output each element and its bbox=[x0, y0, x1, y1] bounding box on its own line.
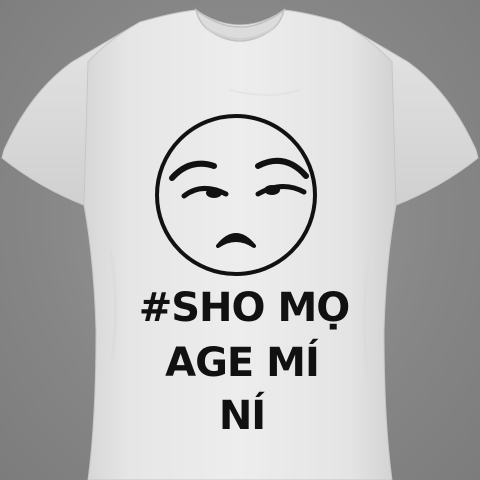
shirt-text-line-1: #SHO MỌ bbox=[138, 285, 350, 331]
shirt-text-line-2: AGE MÍ bbox=[165, 340, 319, 386]
shirt-text-line-3: NÍ bbox=[218, 393, 266, 439]
